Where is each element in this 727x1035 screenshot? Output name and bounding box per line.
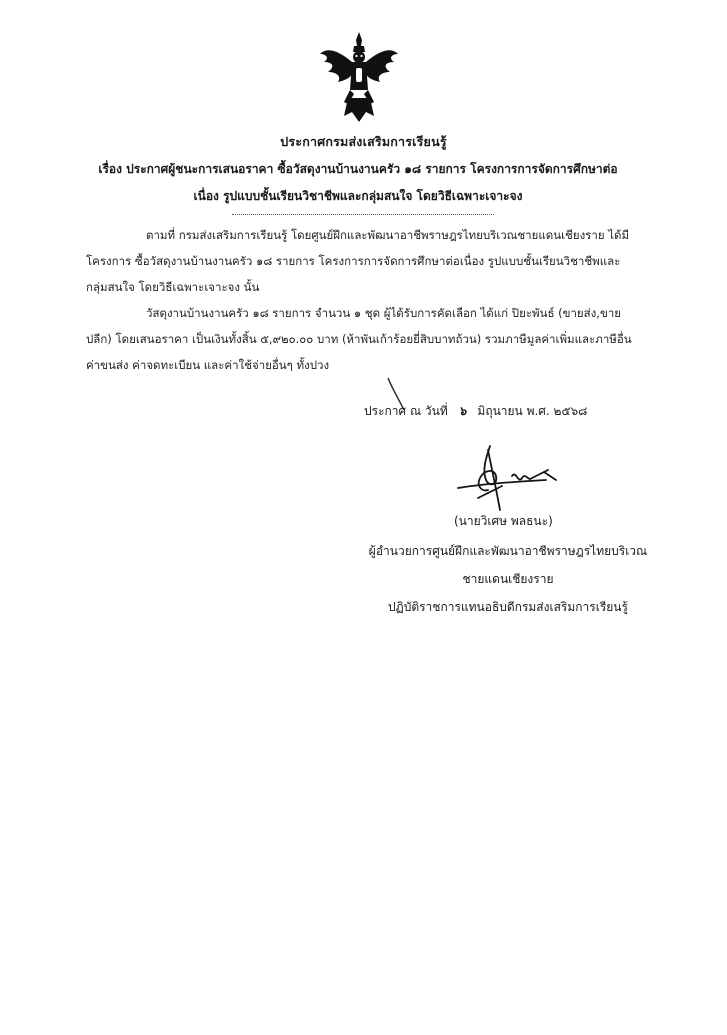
document-title: ประกาศกรมส่งเสริมการเรียนรู้	[280, 134, 447, 149]
document-subject: เรื่อง ประกาศผู้ชนะการเสนอราคา ซื้อวัสดุงานบ้านงานครัว ๑๘ รายการ โครงการการจัดการศึกษาต่อเนื่อง รูปแบบชั้นเรียนวิชาชีพและกลุ่มสนใจ โดยวิธีเฉพาะเจาะจง	[98, 162, 618, 203]
dotted-divider	[232, 214, 494, 215]
announcement-day: ๖	[458, 404, 467, 418]
announcement-date	[364, 402, 587, 421]
body-paragraph-1: ตามที่ กรมส่งเสริมการเรียนรู้ โดยศูนย์ฝึกและพัฒนาอาชีพราษฎรไทยบริเวณชายแดนเชียงราย ได้มีโครงการ ซื้อวัสดุงานบ้านงานครัว ๑๘ รายการ โครงการการจัดการศึกษาต่อเนื่อง รูปแบบชั้นเรียนวิชาชีพและกลุ่มสนใจ โดยวิธีเฉพาะเจาะจง นั้น	[86, 228, 630, 294]
garuda-emblem-icon	[318, 32, 400, 124]
signature-icon	[452, 440, 568, 518]
signatory-position-line3: ปฏิบัติราชการแทนอธิบดีกรมส่งเสริมการเรียนรู้	[388, 600, 628, 614]
signatory-name: (นายวิเศษ พลธนะ)	[454, 514, 553, 528]
signatory-position-line2: ชายแดนเชียงราย	[462, 572, 554, 586]
announcement-prefix: ประกาศ ณ วันที่	[364, 404, 448, 418]
announcement-month-year: มิถุนายน พ.ศ. ๒๕๖๘	[477, 404, 588, 418]
signatory-position-line1: ผู้อำนวยการศูนย์ฝึกและพัฒนาอาชีพราษฎรไทยบริเวณ	[368, 544, 648, 558]
body-paragraph-2: วัสดุงานบ้านงานครัว ๑๘ รายการ จำนวน ๑ ชุด ผู้ได้รับการคัดเลือก ได้แก่ ปิยะพันธ์ (ขายส่ง,ขายปลีก) โดยเสนอราคา เป็นเงินทั้งสิ้น ๕,๙๒๐.๐๐ บาท (ห้าพันเก้าร้อยยี่สิบบาทถ้วน) รวมภาษีมูลค่าเพิ่มและภาษีอื่น ค่าขนส่ง ค่าจดทะเบียน และค่าใช้จ่ายอื่นๆ ทั้งปวง	[86, 306, 632, 372]
